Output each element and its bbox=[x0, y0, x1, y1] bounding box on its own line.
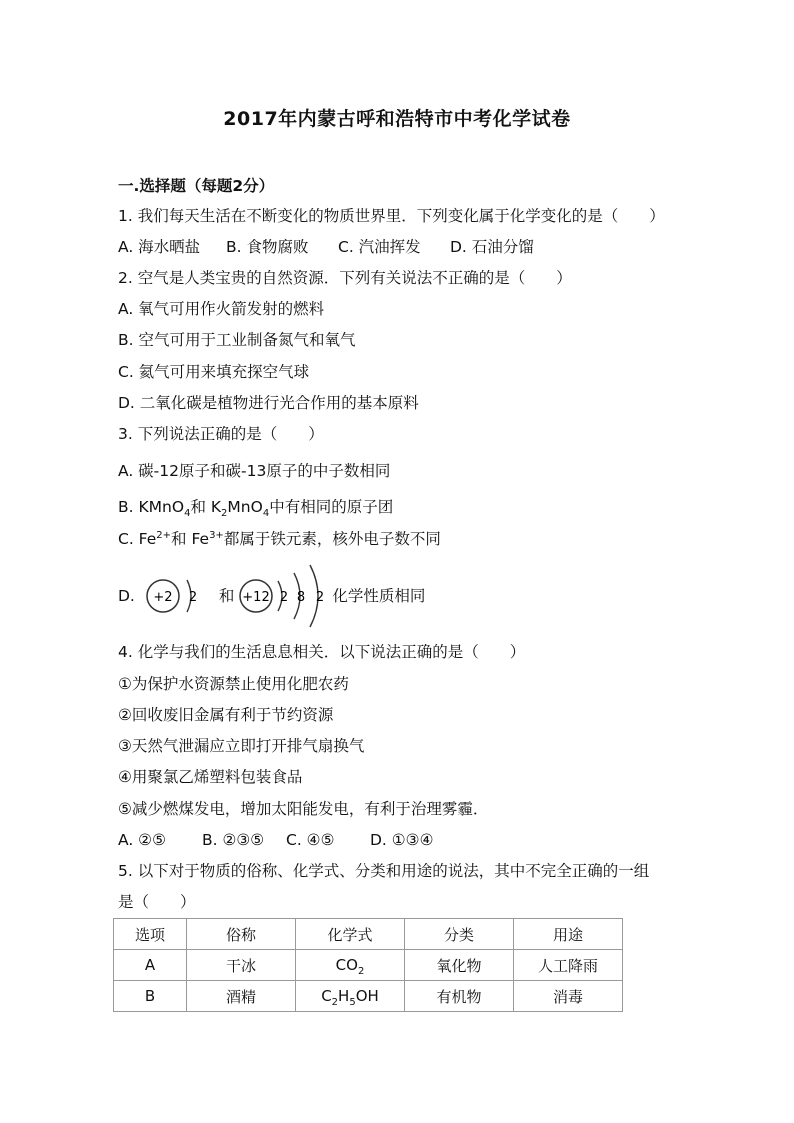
statement-item: ①为保护水资源禁止使用化肥农药 bbox=[118, 675, 349, 693]
question-4-options bbox=[118, 830, 433, 850]
column-header: 俗称 bbox=[187, 919, 296, 950]
table-row bbox=[114, 981, 623, 1012]
shell-electrons: 2 bbox=[280, 590, 289, 605]
statement-item: ⑤减少燃煤发电，增加太阳能发电，有利于治理雾霾． bbox=[118, 800, 489, 818]
question-1-options bbox=[118, 237, 534, 257]
question-2-stem: 2. 空气是人类宝贵的自然资源．下列有关说法不正确的是（ ） bbox=[118, 269, 572, 287]
option-a: A. 碳-12原子和碳-13原子的中子数相同 bbox=[118, 462, 391, 480]
atom-structure-diagram-left bbox=[141, 568, 217, 624]
option-a: A. ②⑤ bbox=[118, 831, 166, 849]
option-d: D. 二氧化碳是植物进行光合作用的基本原料 bbox=[118, 394, 419, 412]
question-1-stem: 1. 我们每天生活在不断变化的物质世界里．下列变化属于化学变化的是（ ） bbox=[118, 207, 665, 225]
option-c: C. ④⑤ bbox=[286, 831, 335, 849]
table-cell: 有机物 bbox=[405, 981, 514, 1012]
question-4-stem: 4. 化学与我们的生活息息相关．以下说法正确的是（ ） bbox=[118, 643, 526, 661]
shell-electrons: 2 bbox=[316, 590, 325, 605]
option-c: C. $Fe^{2+}$和 $Fe^{3+}$都属于铁元素，核外电子数不同 bbox=[118, 529, 441, 548]
question-3-stem: 3. 下列说法正确的是（ ） bbox=[118, 425, 324, 443]
table-row bbox=[114, 950, 623, 981]
table-cell: 人工降雨 bbox=[514, 950, 623, 981]
statement-item: ④用聚氯乙烯塑料包装食品 bbox=[118, 768, 303, 786]
column-header: 用途 bbox=[514, 919, 623, 950]
statement-item: ③天然气泄漏应立即打开排气扇换气 bbox=[118, 737, 365, 755]
option-a: A. 氧气可用作火箭发射的燃料 bbox=[118, 300, 325, 318]
option-d: D. 石油分馏 bbox=[450, 238, 534, 256]
option-c: C. 氦气可用来填充探空气球 bbox=[118, 363, 310, 381]
statement-item: ②回收废旧金属有利于节约资源 bbox=[118, 706, 334, 724]
option-b: B. 食物腐败 bbox=[226, 238, 309, 256]
section-heading: 一.选择题（每题2分） bbox=[118, 177, 275, 195]
table-cell: 干冰 bbox=[187, 950, 296, 981]
table-cell: $C_2H_5OH$ bbox=[296, 981, 405, 1012]
table-cell: 氧化物 bbox=[405, 950, 514, 981]
substance-table bbox=[113, 918, 623, 1012]
table-cell: 酒精 bbox=[187, 981, 296, 1012]
option-a: A. 海水晒盐 bbox=[118, 238, 201, 256]
table-cell: $CO_2$ bbox=[296, 950, 405, 981]
table-cell: B bbox=[114, 981, 187, 1012]
table-cell: 消毒 bbox=[514, 981, 623, 1012]
shell-electrons: 2 bbox=[188, 590, 198, 605]
nucleus-label: +2 bbox=[153, 590, 173, 605]
nucleus-label: +12 bbox=[242, 590, 271, 605]
shell-electrons: 8 bbox=[297, 590, 306, 605]
option-b: B. KMnO$_4$和 $K_2MnO_4$中有相同的原子团 bbox=[118, 498, 394, 520]
option-d: D. +2 2 和 +12 2 8 2 化学性质相同 bbox=[118, 561, 425, 631]
column-header: 分类 bbox=[405, 919, 514, 950]
table-header-row bbox=[114, 919, 623, 950]
question-5-stem: 5. 以下对于物质的俗称、化学式、分类和用途的说法，其中不完全正确的一组 bbox=[118, 862, 650, 880]
option-c: C. 汽油挥发 bbox=[338, 238, 421, 256]
question-5-stem-continued: 是（ ） bbox=[118, 893, 196, 911]
atom-structure-diagram-right bbox=[236, 561, 332, 631]
option-b: B. 空气可用于工业制备氮气和氧气 bbox=[118, 331, 356, 349]
column-header: 选项 bbox=[114, 919, 187, 950]
option-b: B. ②③⑤ bbox=[202, 831, 265, 849]
option-d: D. ①③④ bbox=[370, 831, 434, 849]
column-header: 化学式 bbox=[296, 919, 405, 950]
page-title: 2017年内蒙古呼和浩特市中考化学试卷 bbox=[223, 108, 571, 130]
table-cell: A bbox=[114, 950, 187, 981]
